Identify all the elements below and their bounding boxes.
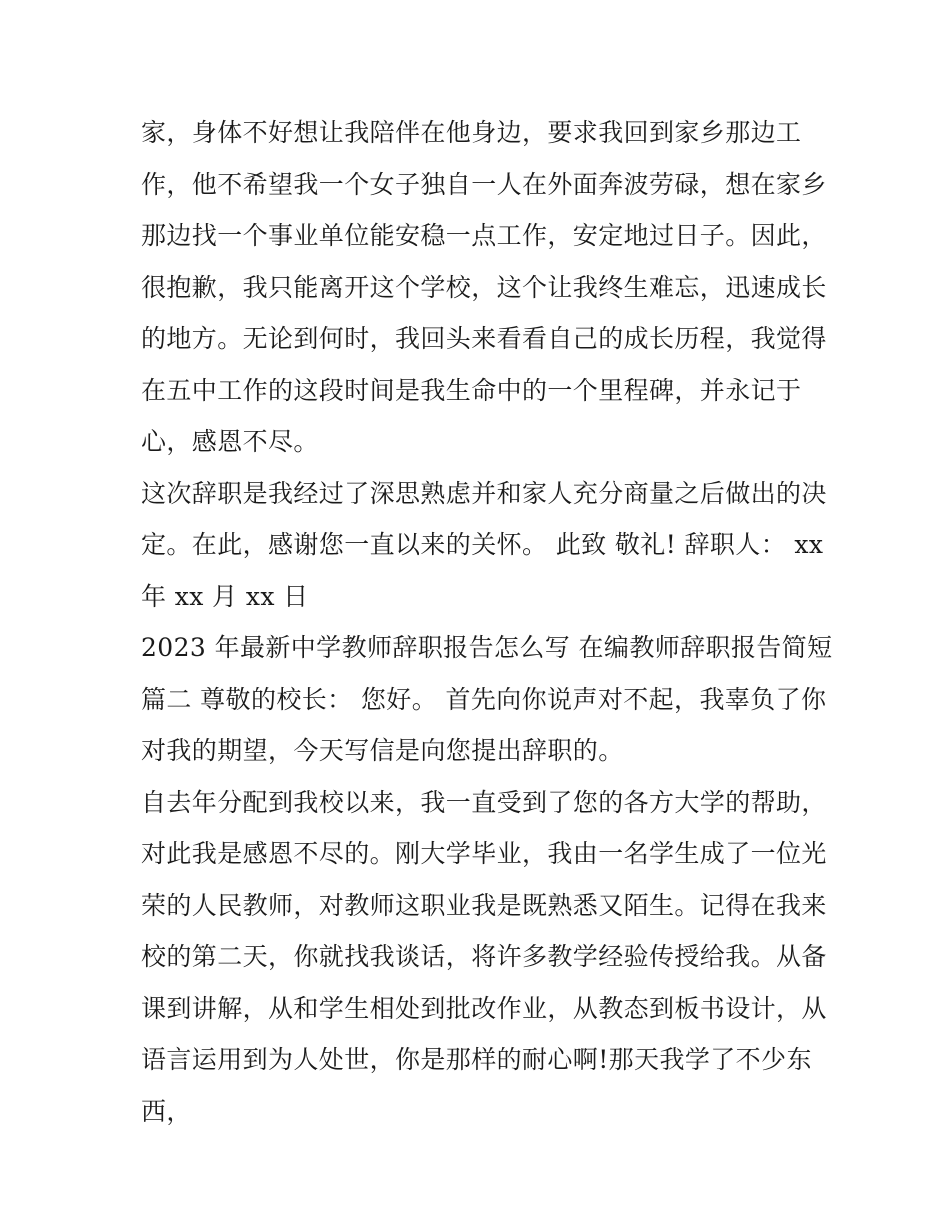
text-line: 作，他不希望我一个女子独自一人在外面奔波劳碌，想在家乡 <box>141 169 827 199</box>
text-line: 对此我是感恩不尽的。刚大学毕业，我由一名学生成了一位光 <box>141 839 827 868</box>
text-line: 家，身体不好想让我陪伴在他身边，要求我回到家乡那边工 <box>141 118 802 147</box>
text-line: 2023 年最新中学教师辞职报告怎么写 在编教师辞职报告简短 <box>141 633 833 662</box>
text-line: 这次辞职是我经过了深思熟虑并和家人充分商量之后做出的决 <box>141 478 827 508</box>
text-line: 语言运用到为人处世，你是那样的耐心啊!那天我学了不少东 <box>141 1045 812 1074</box>
text-line: 对我的期望，今天写信是向您提出辞职的。 <box>141 736 624 765</box>
text-line: 自去年分配到我校以来，我一直受到了您的各方大学的帮助， <box>141 787 827 817</box>
text-line: 定。在此，感谢您一直以来的关怀。 此致 敬礼! 辞职人： xx <box>141 530 824 559</box>
text-line: 篇二 尊敬的校长： 您好。 首先向你说声对不起，我辜负了你 <box>141 684 827 714</box>
text-line: 年 xx 月 xx 日 <box>141 581 309 611</box>
text-line: 很抱歉，我只能离开这个学校，这个让我终生难忘，迅速成长 <box>141 272 827 302</box>
text-line: 的地方。无论到何时，我回头来看看自己的成长历程，我觉得 <box>141 324 827 353</box>
text-line: 心，感恩不尽。 <box>141 427 319 456</box>
text-line: 那边找一个事业单位能安稳一点工作，安定地过日子。因此， <box>141 221 827 250</box>
text-line: 校的第二天，你就找我谈话，将许多教学经验传授给我。从备 <box>141 942 827 971</box>
text-line: 西， <box>141 1096 192 1126</box>
text-line: 课到讲解，从和学生相处到批改作业，从教态到板书设计，从 <box>141 993 827 1023</box>
text-line: 在五中工作的这段时间是我生命中的一个里程碑，并永记于 <box>141 375 802 405</box>
text-line: 荣的人民教师，对教师这职业我是既熟悉又陌生。记得在我来 <box>141 890 827 920</box>
document-body <box>141 107 833 1137</box>
